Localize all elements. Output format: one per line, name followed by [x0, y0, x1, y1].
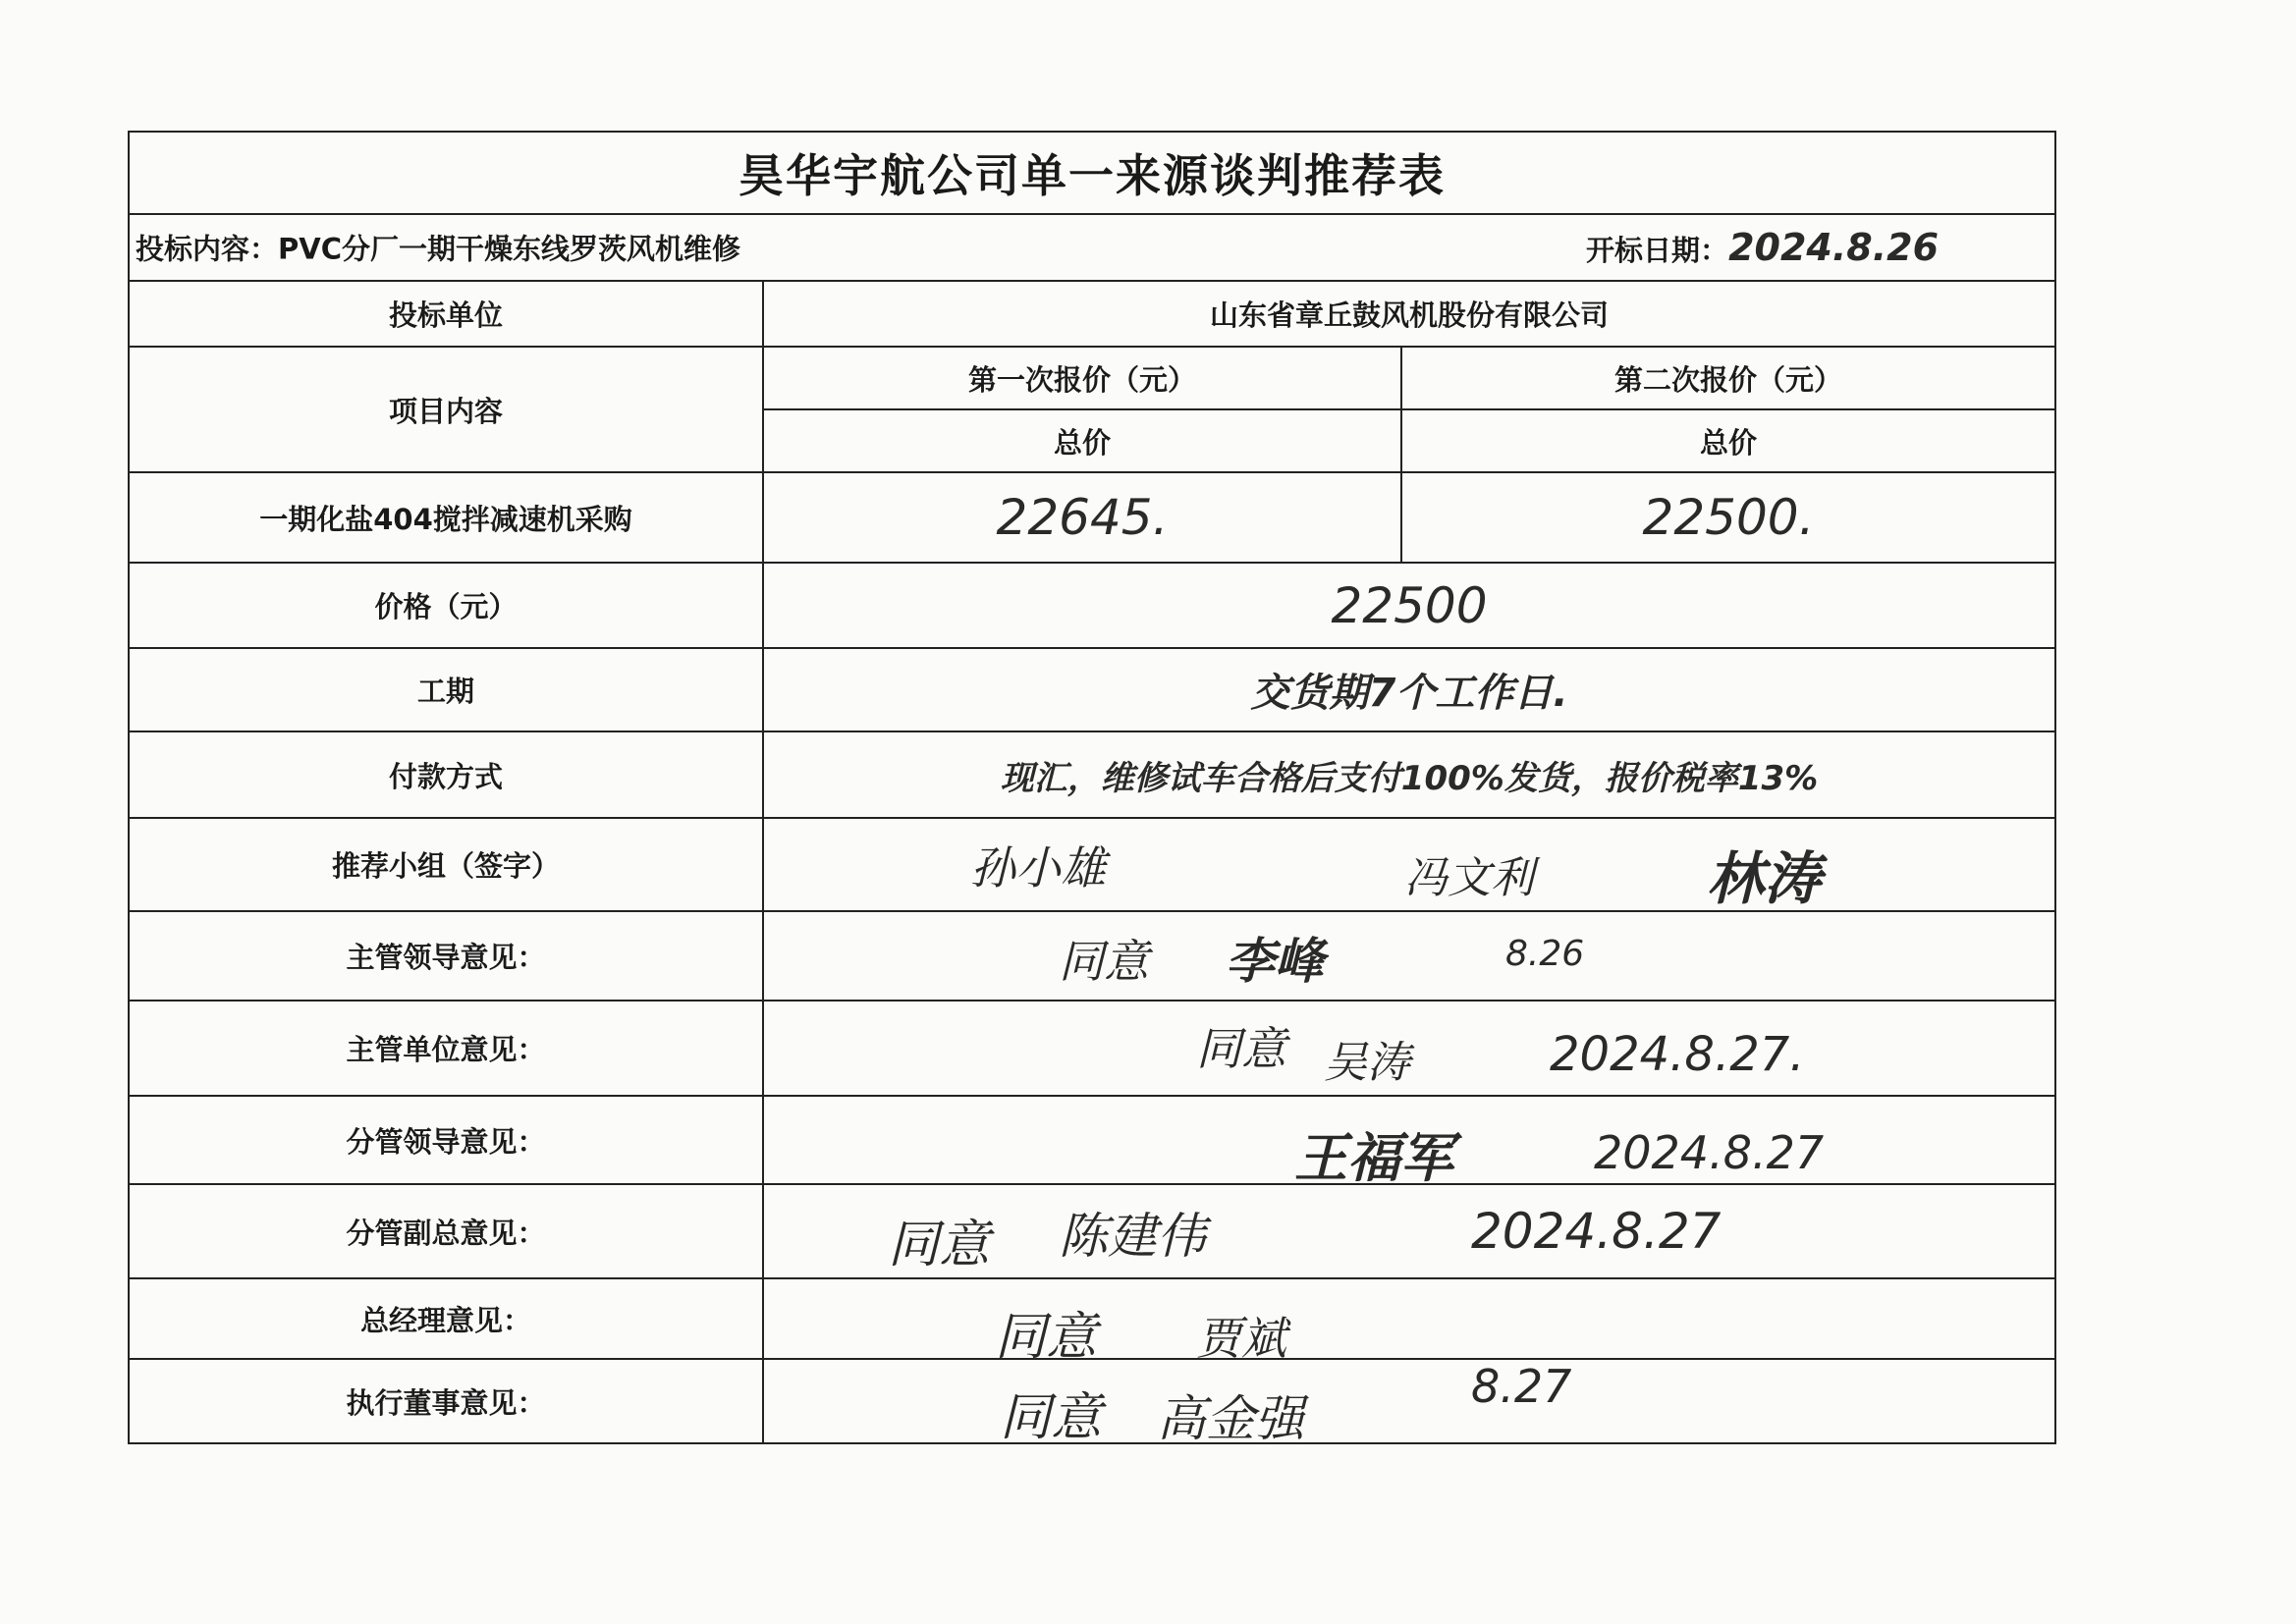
- open-date-value: 2024.8.26: [1728, 226, 1940, 269]
- supervisor-leader-date: 8.26: [1505, 934, 1585, 974]
- deputy-gm-label: 分管副总意见：: [129, 1184, 763, 1278]
- group-signature-1: 孙小雄: [970, 841, 1106, 894]
- second-quote-cell: [1401, 472, 2055, 563]
- group-signature-2: 冯文利: [1404, 853, 1534, 903]
- bid-content: [136, 228, 740, 268]
- supervisor-unit-signature: 吴涛: [1324, 1038, 1410, 1088]
- item-label: 项目内容: [129, 347, 763, 472]
- price-cell: [763, 563, 2055, 648]
- duration-label: 工期: [129, 648, 763, 731]
- second-quote-value: 22500.: [1642, 489, 1815, 546]
- director-cell: [763, 1359, 2055, 1447]
- duration-cell: [763, 648, 2055, 731]
- group-label: 推荐小组（签字）: [129, 818, 763, 911]
- recommendation-table: [128, 131, 2056, 1447]
- open-date-label: 开标日期：: [1586, 234, 1729, 267]
- supervisor-leader-signature: 李峰: [1226, 933, 1324, 990]
- group-signature-3: 林涛: [1707, 845, 1822, 912]
- supervisor-unit-date: 2024.8.27.: [1550, 1027, 1805, 1082]
- total-price-label-2: 总价: [1401, 409, 2055, 472]
- supervisor-unit-cell: [763, 1001, 2055, 1096]
- division-leader-label: 分管领导意见：: [129, 1096, 763, 1184]
- director-label: 执行董事意见：: [129, 1359, 763, 1443]
- form-title: 昊华宇航公司单一来源谈判推荐表: [129, 132, 2055, 214]
- bid-content-label: 投标内容：: [136, 232, 279, 266]
- director-signature: 高金强: [1157, 1390, 1304, 1447]
- bid-info-row: [129, 214, 2055, 281]
- division-leader-date: 2024.8.27: [1594, 1126, 1825, 1179]
- payment-cell: [763, 731, 2055, 818]
- bidder-value: 山东省章丘鼓风机股份有限公司: [763, 281, 2055, 347]
- bid-content-value: PVC分厂一期干燥东线罗茨风机维修: [278, 232, 740, 266]
- gm-opinion: 同意: [995, 1308, 1098, 1367]
- supervisor-leader-label: 主管领导意见：: [129, 911, 763, 1001]
- deputy-gm-date: 2024.8.27: [1471, 1203, 1722, 1260]
- payment-label: 付款方式: [129, 731, 763, 818]
- price-value: 22500: [1331, 576, 1488, 634]
- supervisor-leader-cell: [763, 911, 2055, 1001]
- payment-value: 现汇，维修试车合格后支付100%发货，报价税率13%: [1000, 758, 1819, 798]
- director-date: 8.27: [1471, 1360, 1572, 1413]
- second-quote-header: 第二次报价（元）: [1401, 347, 2055, 409]
- deputy-gm-opinion: 同意: [888, 1216, 991, 1274]
- deputy-gm-signature: 陈建伟: [1059, 1208, 1206, 1265]
- gm-cell: [763, 1278, 2055, 1367]
- first-quote-value: 22645.: [996, 489, 1169, 546]
- open-date: [1586, 226, 1939, 269]
- first-quote-header: 第一次报价（元）: [763, 347, 1401, 409]
- item-name: 一期化盐404搅拌减速机采购: [129, 472, 763, 563]
- division-leader-cell: [763, 1096, 2055, 1189]
- first-quote-cell: [763, 472, 1401, 563]
- group-signature-cell: [763, 818, 2055, 911]
- deputy-gm-cell: [763, 1184, 2055, 1278]
- supervisor-unit-opinion: 同意: [1196, 1022, 1286, 1075]
- director-opinion: 同意: [1000, 1388, 1103, 1447]
- supervisor-unit-label: 主管单位意见：: [129, 1001, 763, 1096]
- gm-signature: 贾斌: [1196, 1312, 1286, 1365]
- gm-label: 总经理意见：: [129, 1278, 763, 1359]
- total-price-label-1: 总价: [763, 409, 1401, 472]
- bidder-label: 投标单位: [129, 281, 763, 347]
- price-label: 价格（元）: [129, 563, 763, 648]
- supervisor-leader-opinion: 同意: [1059, 935, 1149, 988]
- division-leader-signature: 王福军: [1294, 1127, 1453, 1189]
- duration-value: 交货期7个工作日.: [1250, 671, 1568, 716]
